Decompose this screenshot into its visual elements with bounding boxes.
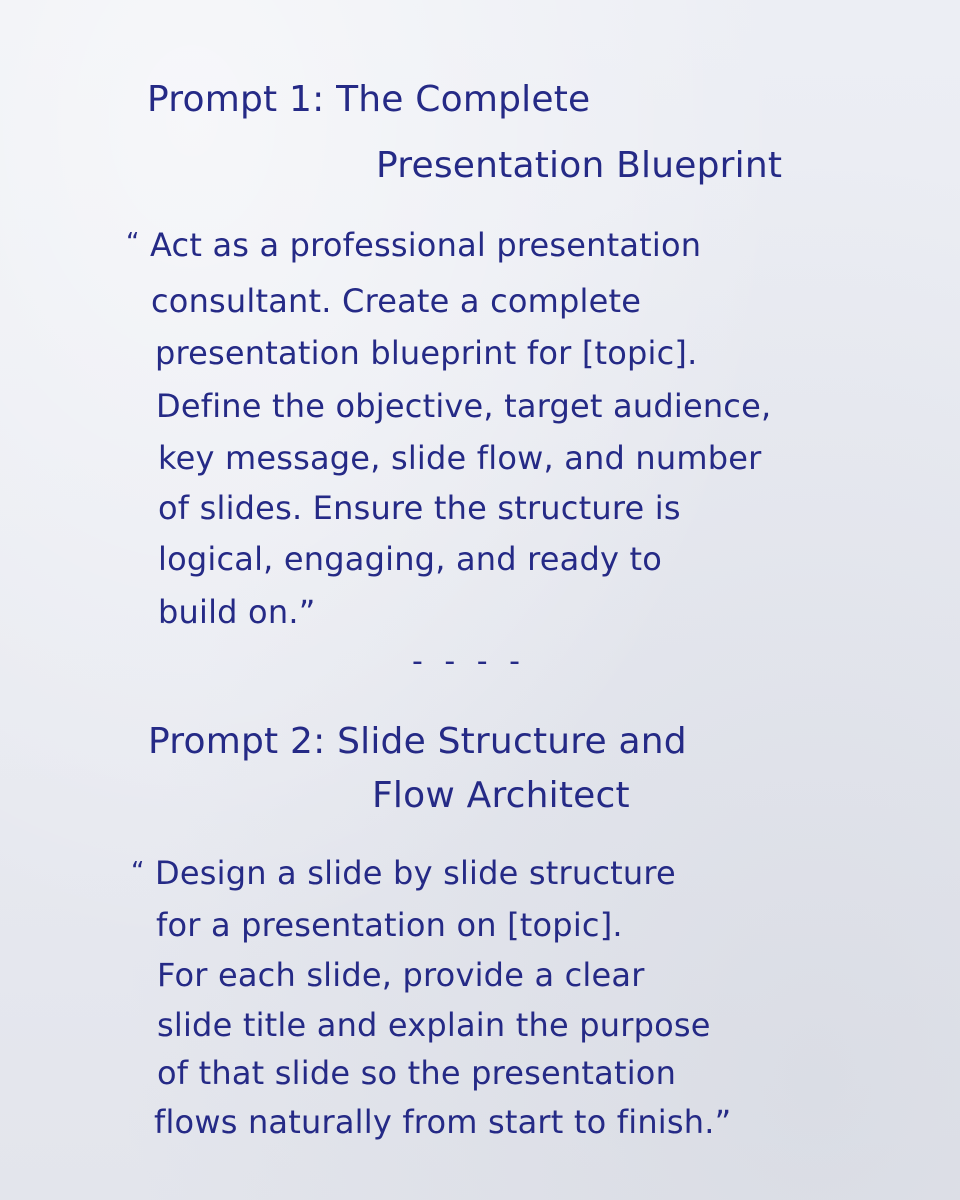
- prompt-2-body-line-2: for a presentation on [topic].: [156, 906, 623, 944]
- prompt-1-open-quote: “: [126, 228, 140, 258]
- prompt-2-body-line-5: of that slide so the presentation: [157, 1054, 677, 1092]
- prompt-1-body-line-8: build on.”: [158, 593, 316, 631]
- prompt-2-title-line-2: Flow Architect: [372, 775, 630, 816]
- section-divider: - - - -: [412, 644, 526, 679]
- prompt-1-body-line-6: of slides. Ensure the structure is: [158, 489, 681, 527]
- prompt-1-title-line-2: Presentation Blueprint: [376, 145, 783, 186]
- prompt-1-body-line-4: Define the objective, target audience,: [156, 387, 772, 425]
- prompt-2-body-line-4: slide title and explain the purpose: [157, 1006, 711, 1044]
- prompt-1-body-line-7: logical, engaging, and ready to: [158, 540, 663, 578]
- prompt-1-body-line-5: key message, slide flow, and number: [158, 439, 762, 477]
- prompt-2-body-line-1: Design a slide by slide structure: [155, 854, 676, 892]
- prompt-1-body-line-2: consultant. Create a complete: [151, 282, 642, 320]
- prompt-2-title-line-1: Prompt 2: Slide Structure and: [148, 721, 687, 762]
- prompt-2-body-line-6: flows naturally from start to finish.”: [154, 1103, 732, 1141]
- prompt-2-open-quote: “: [131, 857, 145, 887]
- prompt-1-body-line-3: presentation blueprint for [topic].: [155, 334, 698, 372]
- prompt-1-title-line-1: Prompt 1: The Complete: [147, 79, 591, 120]
- prompt-1-body-line-1: Act as a professional presentation: [150, 226, 702, 264]
- prompt-2-body-line-3: For each slide, provide a clear: [157, 956, 645, 994]
